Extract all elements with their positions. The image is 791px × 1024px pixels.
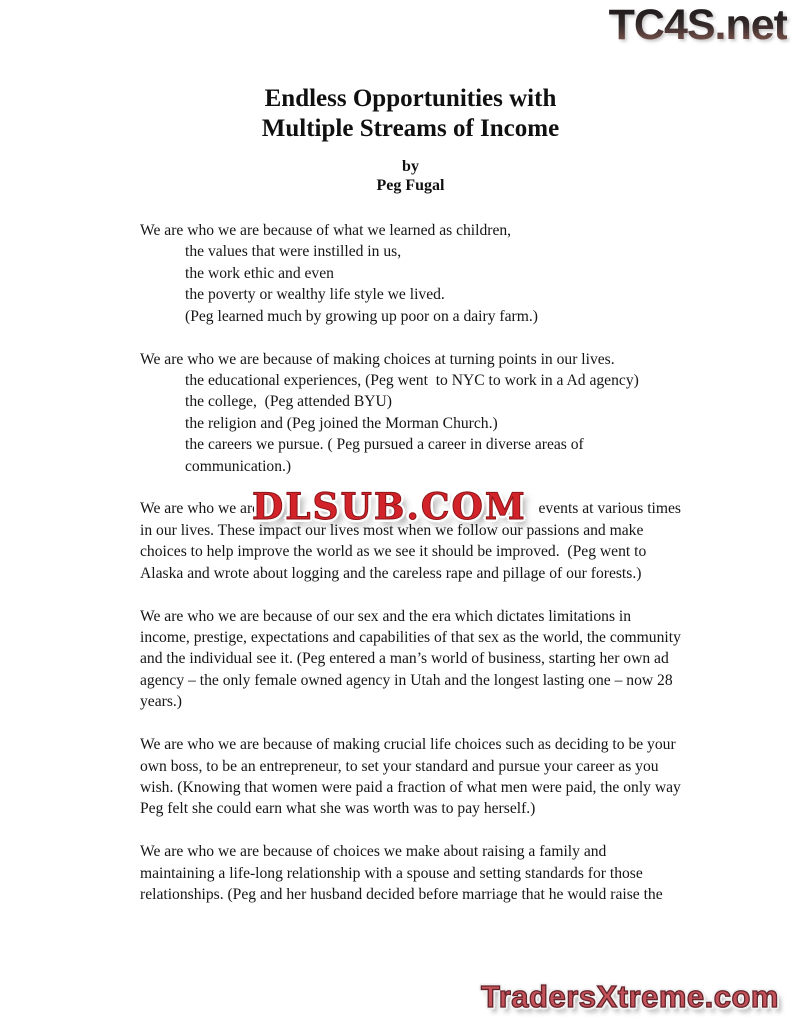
- paragraph-line: the educational experiences, (Peg went to NYC to work in a Ad agency): [185, 371, 639, 389]
- paragraph-line: the college, (Peg attended BYU): [185, 393, 392, 411]
- paragraph-line: Peg felt she could earn what she was worth was to pay herself.): [140, 800, 536, 818]
- paragraph-line: (Peg learned much by growing up poor on a dairy farm.): [185, 307, 538, 325]
- paragraph-line: choices to help improve the world as we see it should be improved. (Peg went to: [140, 543, 647, 561]
- paragraph-line: maintaining a life-long relationship with a spouse and setting standards for those: [140, 864, 643, 882]
- paragraph-line: relationships. (Peg and her husband decided before marriage that he would raise the: [140, 886, 663, 904]
- paragraph: [140, 349, 681, 477]
- paragraph-line: the poverty or wealthy life style we lived.: [185, 286, 445, 304]
- paragraph-line: the religion and (Peg joined the Morman Church.): [185, 414, 498, 432]
- paragraph-line: We are who we are because of choices we make about raising a family and: [140, 843, 607, 861]
- paragraph-line: wish. (Knowing that women were paid a fraction of what men were paid, the only way: [140, 778, 681, 796]
- paragraph-line: the values that were instilled in us,: [185, 243, 402, 261]
- line-segment-after-watermark: events at various times: [538, 500, 681, 518]
- byline-prefix: by: [402, 158, 419, 175]
- paragraph-line: own boss, to be an entrepreneur, to set your standard and pursue your career as you: [140, 757, 659, 775]
- title-line-1: Endless Opportunities with: [264, 85, 557, 112]
- title-line-2: Multiple Streams of Income: [261, 115, 560, 142]
- paragraph-line: the work ethic and even: [185, 264, 334, 282]
- paragraph: [140, 606, 681, 713]
- paragraph: [140, 734, 681, 820]
- dlsub-watermark: DLSUB.COM: [252, 486, 527, 528]
- paragraph-line: and the individual see it. (Peg entered a man’s world of business, starting her own ad: [140, 650, 669, 668]
- paragraph-line: We are who we are because of what we learned as children,: [140, 222, 512, 239]
- paragraph-line: the careers we pursue. ( Peg pursued a career in diverse areas of: [185, 436, 584, 454]
- line-segment-before-watermark: We are who we are: [140, 500, 260, 518]
- document-title: [140, 84, 681, 144]
- paragraph-line: communication.): [185, 457, 292, 475]
- paragraph-line: income, prestige, expectations and capabilities of that sex as the world, the community: [140, 629, 681, 646]
- byline: [140, 157, 681, 195]
- document-body: [140, 220, 681, 927]
- paragraph-line: years.): [140, 693, 182, 711]
- author-name: Peg Fugal: [376, 177, 445, 194]
- paragraph-line: agency – the only female owned agency in Utah and the longest lasting one – now 28: [140, 671, 673, 689]
- paragraph-line: Alaska and wrote about logging and the careless rape and pillage of our forests.): [140, 564, 642, 582]
- paragraph: [140, 841, 681, 905]
- paragraph-line: We are who we are because of our sex and the era which dictates limitations in: [140, 607, 632, 625]
- paragraph-line: in our lives. These impact our lives most when we follow our passions and make: [140, 521, 644, 539]
- paragraph: [140, 220, 681, 327]
- tc4s-site-logo: TC4S.net: [608, 1, 787, 49]
- tradersxtreme-site-logo: TradersXtreme.com: [481, 979, 779, 1014]
- paragraph-line: We are who we are because of making choices at turning points in our lives.: [140, 350, 615, 368]
- paragraph-line: We are who we are because of making crucial life choices such as deciding to be your: [140, 736, 676, 754]
